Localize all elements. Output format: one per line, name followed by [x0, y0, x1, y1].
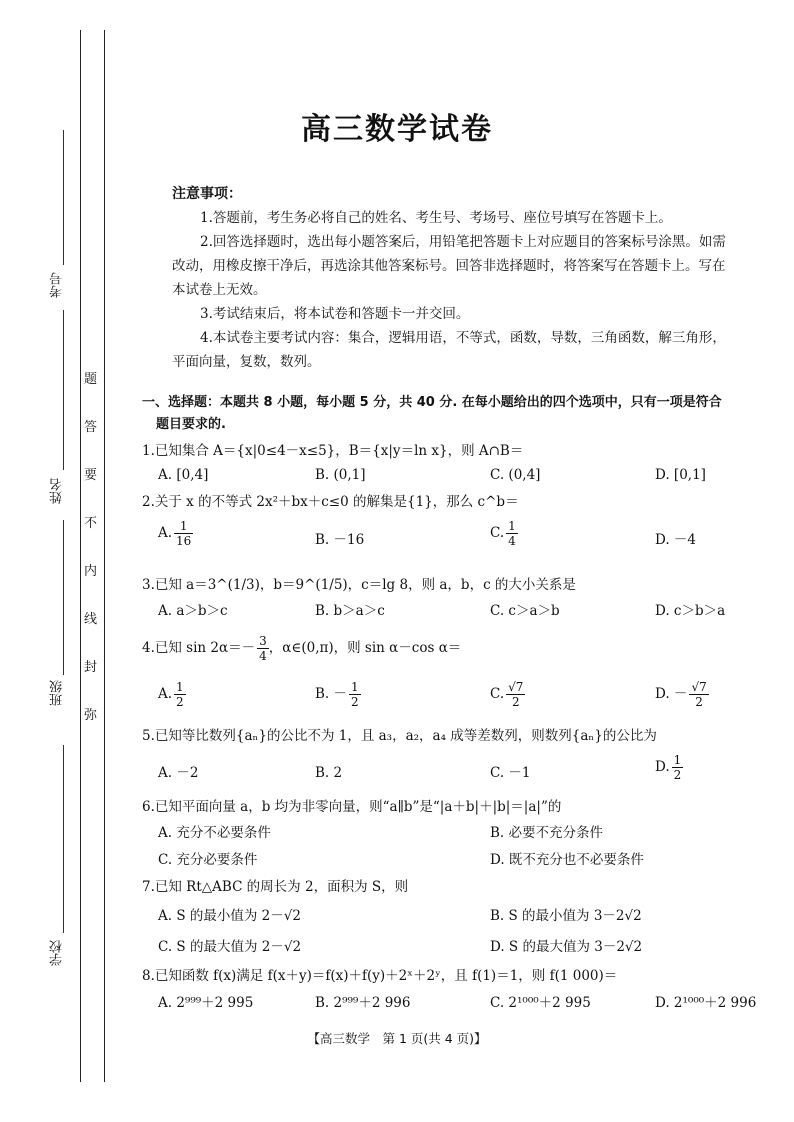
q2-option-a-label: A.	[158, 525, 173, 541]
q4-stem	[142, 634, 782, 663]
q3-stem: 3.已知 a＝3^(1/3)，b＝9^(1/5)，c＝lg 8，则 a，b，c 的大小关系是	[142, 577, 576, 593]
banji-blank	[63, 520, 64, 675]
q2-option-a-num: 1	[174, 519, 193, 534]
q2-option-a	[158, 519, 193, 548]
q1-stem: 1.已知集合 A＝{x|0≤4－x≤5}，B＝{x|y＝ln x}，则 A∩B＝	[142, 443, 524, 459]
q2-option-b: B. －16	[315, 532, 365, 548]
seal-char-1: 题	[84, 372, 98, 387]
kaohao-blank	[63, 130, 64, 265]
notice-item-2: 2.回答选择题时，选出每小题答案后，用铅笔把答题卡上对应题目的答案标号涂黑。如需改动，用橡皮擦干净后，再选涂其他答案标号。回答非选择题时，将答案写在答题卡上。写在本试卷上无效。	[172, 234, 726, 298]
q1-option-d: D. [0,1]	[655, 467, 706, 483]
q8-option-c: C. 2¹⁰⁰⁰＋2 995	[490, 995, 591, 1011]
q7-option-d: D. S 的最大值为 3－2√2	[490, 939, 643, 955]
label-xingming: 姓名	[50, 478, 65, 504]
q4-option-d-num: √7	[691, 680, 707, 694]
q2-option-c-fraction	[506, 519, 518, 548]
q1-option-c: C. (0,4]	[490, 467, 541, 483]
q4-option-d-den: 2	[695, 695, 703, 709]
q4-option-c-den: 2	[511, 695, 520, 709]
q6-option-a: A. 充分不必要条件	[158, 825, 271, 841]
q4-option-d-label: D. －	[655, 686, 688, 702]
q5-option-b: B. 2	[315, 765, 343, 781]
q4-option-a-label: A.	[158, 686, 173, 702]
q5-option-d-den: 2	[673, 768, 682, 782]
q2-option-a-fraction	[174, 519, 193, 548]
notice-item-4: 4.本试卷主要考试内容：集合，逻辑用语，不等式，函数，导数，三角函数，解三角形，平面向量，复数，数列。	[172, 330, 726, 370]
label-xuexiao: 学校	[50, 940, 65, 966]
q8-option-d: D. 2¹⁰⁰⁰＋2 996	[655, 995, 757, 1011]
label-kaohao: 考号	[50, 272, 65, 298]
q4-option-c-fraction	[506, 680, 525, 709]
q8-option-a: A. 2⁹⁹⁹＋2 995	[158, 995, 254, 1011]
seal-char-6: 线	[84, 612, 98, 627]
q3-option-a: A. a＞b＞c	[158, 603, 228, 619]
q4-option-d-fraction	[689, 680, 708, 709]
q6-option-c: C. 充分必要条件	[158, 852, 258, 868]
q5-option-d	[655, 753, 683, 782]
q2-option-d: D. －4	[655, 532, 697, 548]
q5-stem: 5.已知等比数列{aₙ}的公比不为 1，且 a₃，a₂，a₄ 成等差数列，则数列{aₙ}的公比为	[142, 728, 657, 744]
q4-stem-post: ，α∈(0,π)，则 sin α－cos α＝	[268, 640, 462, 656]
q4-stem-den: 4	[259, 649, 267, 663]
notice-item-3: 3.考试结束后，将本试卷和答题卡一并交回。	[200, 306, 470, 322]
q4-option-b	[315, 680, 361, 709]
q7-option-b: B. S 的最小值为 3－2√2	[490, 908, 642, 924]
seal-char-3: 要	[84, 468, 98, 483]
q5-option-d-label: D.	[655, 759, 670, 775]
q7-option-a: A. S 的最小值为 2－√2	[158, 908, 301, 924]
q4-stem-fraction	[257, 634, 269, 663]
q4-option-a-fraction	[174, 680, 186, 709]
q4-option-a-num: 1	[176, 680, 184, 694]
q3-option-d: D. c＞b＞a	[655, 603, 726, 619]
q4-option-b-fraction	[349, 680, 361, 709]
q1-option-a: A. [0,4]	[158, 467, 209, 483]
q2-option-c	[490, 519, 518, 548]
q8-stem: 8.已知函数 f(x)满足 f(x＋y)＝f(x)＋f(y)＋2ˣ＋2ʸ，且 f(1)＝1，则 f(1 000)＝	[142, 968, 618, 984]
q4-option-b-den: 2	[351, 695, 359, 709]
q8-option-b: B. 2⁹⁹⁹＋2 996	[315, 995, 411, 1011]
page-title: 高三数学试卷	[301, 112, 493, 147]
q5-option-d-fraction	[672, 753, 684, 782]
q2-option-a-den: 16	[176, 534, 192, 548]
q7-option-c: C. S 的最大值为 2－√2	[158, 939, 302, 955]
section-header-line1: 一、选择题：本题共 8 小题，每小题 5 分，共 40 分. 在每小题给出的四个选项中，只有一项是符合	[142, 395, 722, 410]
seal-char-7: 封	[84, 660, 98, 675]
seal-char-2: 答	[84, 420, 98, 435]
seal-char-8: 弥	[84, 708, 98, 723]
seal-char-4: 不	[84, 516, 98, 531]
seal-char-5: 内	[84, 564, 98, 579]
q4-stem-pre: 4.已知 sin 2α＝－	[142, 640, 256, 656]
q4-option-c-label: C.	[490, 686, 505, 702]
q4-option-c	[490, 680, 525, 709]
q4-option-d	[655, 680, 709, 709]
label-banji: 班级	[50, 680, 65, 706]
xingming-blank	[63, 310, 64, 470]
section-header-line2: 题目要求的.	[156, 417, 226, 432]
notice-item-1: 1.答题前，考生务必将自己的姓名、考生号、考场号、座位号填写在答题卡上。	[200, 210, 672, 226]
q2-stem: 2.关于 x 的不等式 2x²＋bx＋c≤0 的解集是{1}，那么 c^b＝	[142, 494, 519, 510]
binding-line-outer	[80, 30, 81, 1082]
q7-stem: 7.已知 Rt△ABC 的周长为 2，面积为 S，则	[142, 879, 409, 895]
q3-option-c: C. c＞a＞b	[490, 603, 560, 619]
q6-option-b: B. 必要不充分条件	[490, 825, 604, 841]
q5-option-a: A. －2	[158, 765, 199, 781]
q2-option-c-label: C.	[490, 525, 505, 541]
q1-option-b: B. (0,1]	[315, 467, 366, 483]
q2-option-c-num: 1	[508, 519, 516, 533]
q6-option-d: D. 既不充分也不必要条件	[490, 852, 644, 868]
q4-stem-num: 3	[259, 634, 267, 648]
page-footer: 【高三数学 第 1 页(共 4 页)】	[307, 1031, 487, 1046]
q4-option-b-num: 1	[351, 680, 359, 694]
q2-option-c-den: 4	[508, 534, 516, 548]
section-header	[142, 392, 782, 436]
q4-option-b-label: B. －	[315, 686, 348, 702]
q5-option-d-num: 1	[673, 753, 682, 767]
q5-option-c: C. －1	[490, 765, 531, 781]
q4-option-a	[158, 680, 186, 709]
notice-block	[172, 182, 732, 374]
q6-stem: 6.已知平面向量 a，b 均为非零向量，则“a∥b”是“|a＋b|＋|b|＝|a|”的	[142, 799, 562, 815]
xuexiao-blank	[63, 745, 64, 933]
binding-line-inner	[104, 30, 105, 1082]
notice-heading: 注意事项：	[172, 186, 242, 202]
q4-option-a-den: 2	[176, 695, 184, 709]
q3-option-b: B. b＞a＞c	[315, 603, 385, 619]
q4-option-c-num: √7	[508, 680, 524, 694]
